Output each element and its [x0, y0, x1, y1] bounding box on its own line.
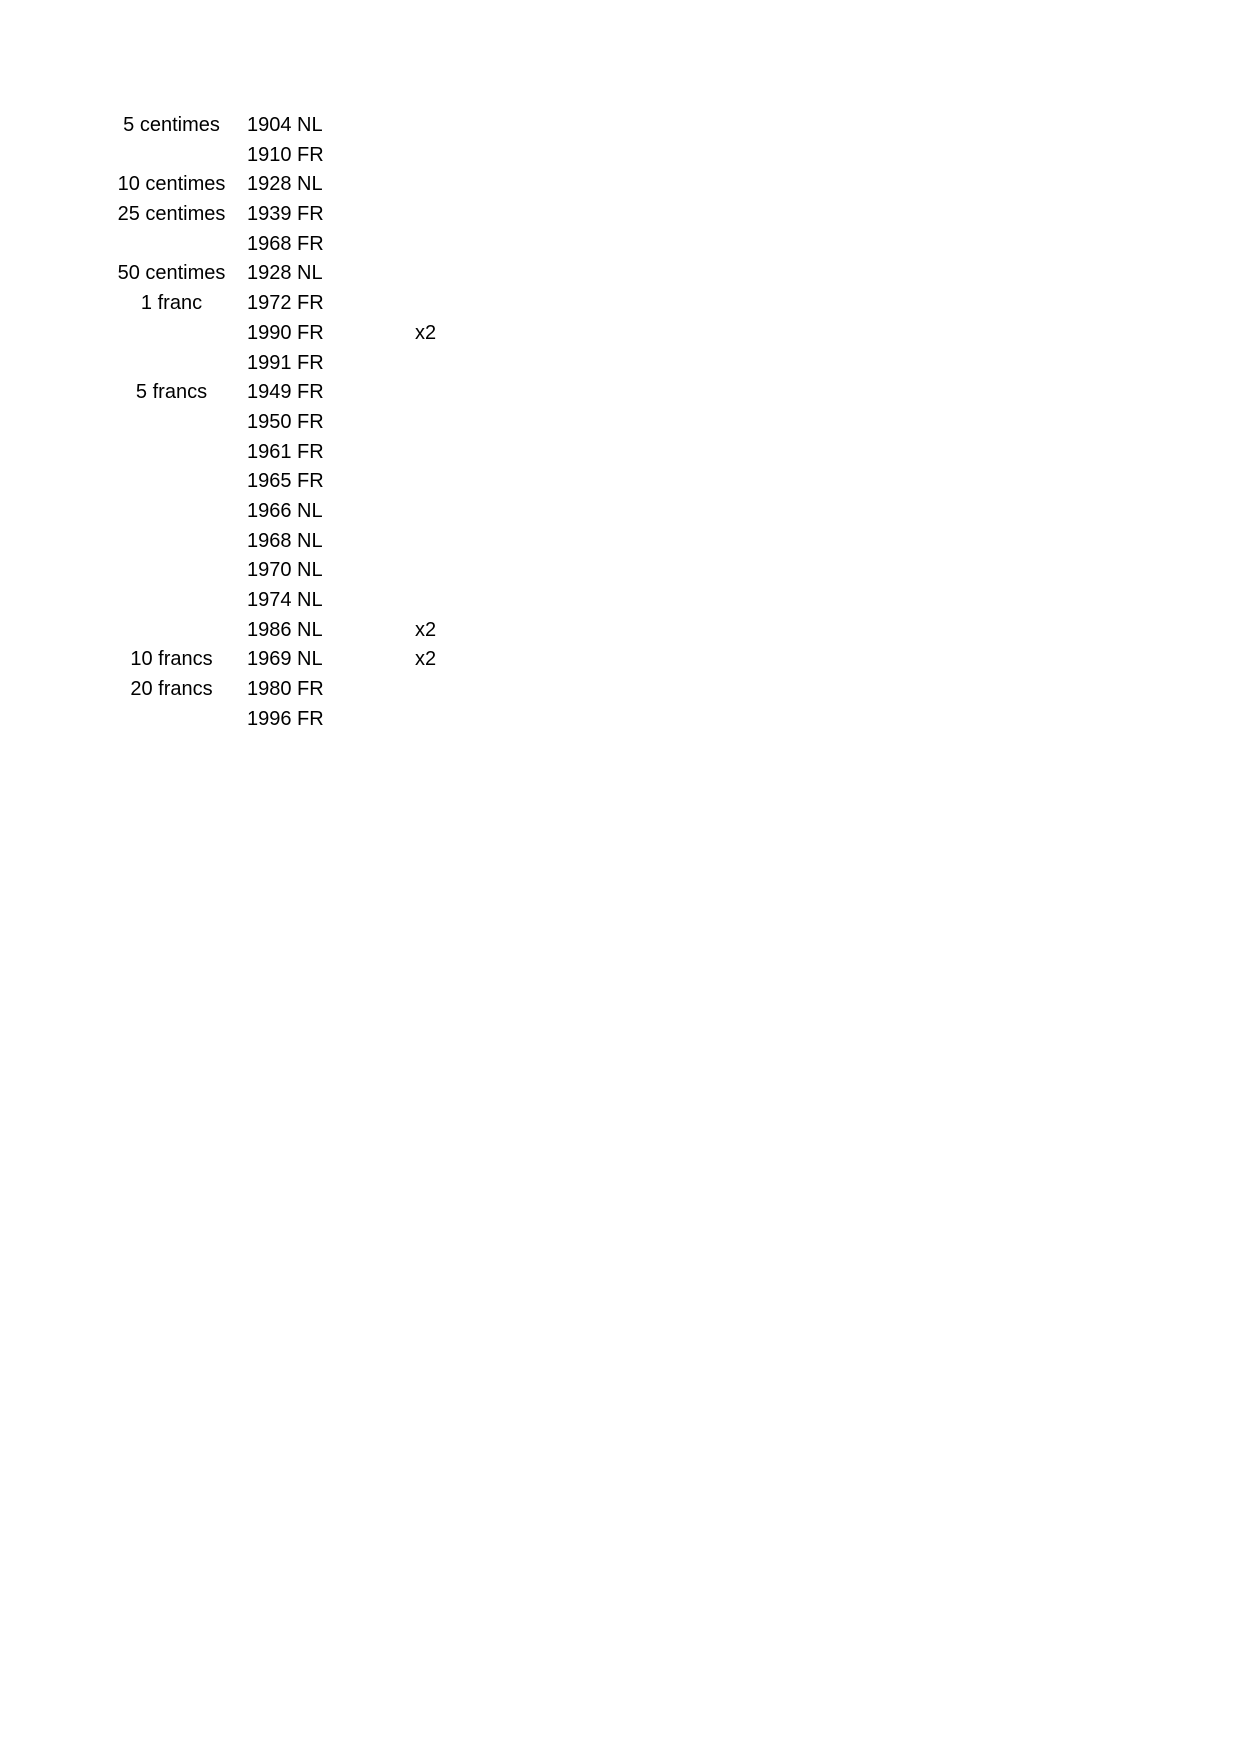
- quantity-cell: [415, 141, 455, 171]
- year-region-cell: 1991 FR: [247, 351, 324, 374]
- quantity-cell: [415, 556, 455, 586]
- year-region-cell: 1969 NL: [247, 648, 323, 671]
- denomination-cell: 1 franc: [140, 292, 203, 315]
- year-region-cell: 1950 FR: [247, 410, 324, 433]
- quantity-cell: [415, 467, 455, 497]
- year-region-cell: 1928 NL: [247, 262, 323, 285]
- year-region-cell: 1972 FR: [247, 292, 324, 315]
- denomination-cell: [100, 141, 243, 171]
- table-row: [100, 616, 455, 646]
- table-row: [100, 705, 455, 735]
- quantity-cell: [415, 438, 455, 468]
- table-row: [100, 230, 455, 260]
- quantity-cell: [415, 200, 455, 230]
- year-region-cell: 1961 FR: [247, 440, 324, 463]
- table-row: [100, 438, 455, 468]
- year-region-cell: 1974 NL: [247, 589, 323, 611]
- quantity-cell: [415, 259, 455, 289]
- year-region-cell: 1980 FR: [247, 678, 324, 701]
- year-region-cell: 1966 NL: [247, 499, 323, 522]
- quantity-cell: [415, 111, 455, 141]
- denomination-cell: [100, 586, 243, 616]
- denomination-cell: [100, 230, 243, 260]
- year-region-cell: 1968 NL: [247, 529, 323, 552]
- denomination-cell: 20 francs: [130, 678, 213, 701]
- quantity-cell: [415, 349, 455, 379]
- denomination-cell: [100, 616, 243, 646]
- quantity-cell: [415, 230, 455, 260]
- year-region-cell: 1996 FR: [247, 707, 324, 730]
- year-region-cell: 1939 FR: [247, 203, 324, 226]
- table-row: [100, 527, 455, 557]
- table-row: [100, 200, 455, 230]
- quantity-cell: [415, 408, 455, 438]
- year-region-cell: 1965 FR: [247, 470, 324, 493]
- table-row: [100, 556, 455, 586]
- denomination-cell: 5 centimes: [123, 114, 220, 136]
- year-region-cell: 1990 FR: [247, 321, 324, 344]
- quantity-cell: [415, 527, 455, 557]
- denomination-cell: [100, 527, 243, 557]
- table-row: [100, 467, 455, 497]
- denomination-cell: [100, 705, 243, 735]
- denomination-cell: [100, 467, 243, 497]
- year-region-cell: 1968 FR: [247, 232, 324, 255]
- denomination-cell: [100, 497, 243, 527]
- year-region-cell: 1986 NL: [247, 618, 323, 641]
- quantity-cell: [415, 378, 455, 408]
- table-row: [100, 111, 455, 141]
- quantity-cell: x2: [415, 321, 437, 344]
- year-region-cell: 1949 FR: [247, 381, 324, 404]
- denomination-cell: [100, 556, 243, 586]
- year-region-cell: 1970 NL: [247, 559, 323, 582]
- quantity-cell: [415, 705, 455, 735]
- table-row: [100, 497, 455, 527]
- quantity-cell: [415, 289, 455, 319]
- denomination-cell: [100, 438, 243, 468]
- table-row: [100, 645, 455, 675]
- quantity-cell: [415, 675, 455, 705]
- coin-list-table: [100, 111, 455, 734]
- denomination-cell: [100, 319, 243, 349]
- table-row: [100, 170, 455, 200]
- table-row: [100, 289, 455, 319]
- quantity-cell: [415, 497, 455, 527]
- table-row: [100, 259, 455, 289]
- denomination-cell: 50 centimes: [117, 262, 226, 285]
- denomination-cell: [100, 349, 243, 379]
- denomination-cell: [100, 408, 243, 438]
- quantity-cell: x2: [415, 618, 437, 641]
- table-row: [100, 675, 455, 705]
- table-row: [100, 349, 455, 379]
- year-region-cell: 1910 FR: [247, 143, 324, 166]
- table-row: [100, 378, 455, 408]
- year-region-cell: 1904 NL: [247, 114, 323, 136]
- table-row: [100, 586, 455, 616]
- denomination-cell: 5 francs: [135, 381, 208, 404]
- denomination-cell: 25 centimes: [117, 203, 226, 226]
- quantity-cell: [415, 586, 455, 616]
- quantity-cell: [415, 170, 455, 200]
- table-row: [100, 408, 455, 438]
- year-region-cell: 1928 NL: [247, 173, 323, 196]
- table-row: [100, 319, 455, 349]
- denomination-cell: 10 francs: [130, 648, 213, 671]
- table-row: [100, 141, 455, 171]
- quantity-cell: x2: [415, 648, 437, 671]
- denomination-cell: 10 centimes: [117, 173, 226, 196]
